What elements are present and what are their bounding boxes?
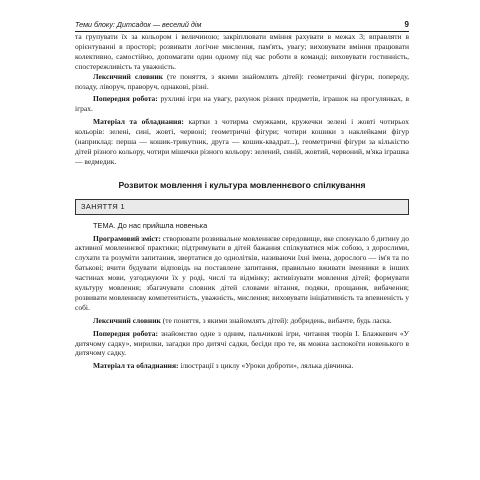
prior-work-label-2: Попередня робота: [93, 328, 158, 338]
prior-work-paragraph [75, 94, 409, 114]
lexical-vocabulary-text-2: добридень, вибачте, будь ласка. [288, 315, 392, 325]
lexical-vocabulary-note: (те поняття, з якими знайомлять дітей): [162, 71, 304, 81]
prior-work-label: Попередня робота: [93, 94, 158, 104]
lexical-vocabulary-label-2: Лексичний словник [93, 315, 161, 325]
page-number: 9 [404, 20, 409, 29]
lesson-topic: ТЕМА. До нас прийшла новенька [93, 220, 208, 230]
lexical-vocabulary-note-2: (те поняття, з якими знайомлять дітей): [160, 315, 289, 325]
prior-work-text-2: знайомство одне з одним, пальчикові ігри, читання творів І. Блажкевич «У дитячому садку», мирилки, загадки про дитячі садки, бесіди про те, як можна заспокоїти новенького в дитячому садку. [75, 328, 409, 358]
program-content-text: створювати розвивальне мовленнєве середовище, яке спонукало б дитину до активної мовленнєвої практики; підтримувати в дітей бажання спілкуватися між собою, з дорослими, слухати та розуміти запитання, звертатися до однолітків, називаючи їхні імена, дорослого — ім'я та по батькові; вчити будувати відповідь на поставлене запитання, правильно вживати іменники в інших частинах мови, узгоджуючи їх у роді, числі та відмінку; активізувати мовлення дітей; формувати культуру мовлення; збагачувати словник дітей словами вітання, подяки, прощання, вибачення; розвивати мовленнєву компетентність, уважність, мислення; виховувати ініціативність та впевненість у собі. [75, 233, 409, 312]
program-content-label: Програмовий зміст: [93, 233, 161, 243]
lexical-vocabulary-text: геометричні фігури, попереду, позаду, ліворуч, праворуч, однакові, різні. [75, 71, 409, 91]
document-page [75, 19, 409, 474]
running-header [75, 19, 409, 32]
text-body [75, 32, 409, 371]
materials-label-2: Матеріал та обладнання: [93, 361, 179, 371]
lexical-vocabulary-paragraph-2 [75, 316, 409, 326]
materials-text-2: ілюстрації з циклу «Уроки доброти», лялька дівчинка. [178, 361, 354, 371]
prior-work-text: рухливі ігри на увагу, рахунок різних предметів, іграшок на прогулянках, в іграх. [75, 94, 409, 114]
lexical-vocabulary-label: Лексичний словник [93, 71, 163, 81]
prior-work-paragraph-2 [75, 329, 409, 359]
continued-paragraph: та групувати їх за кольором і величиною; закріплювати вміння рахувати в межах 3; вправляти в орієнтуванні в просторі; розвивати логічне мислення, пам'ять, увагу; виховувати вміння працювати колективно, самостійно, допомагати один одному під час роботи в команді; виховувати гостинність, спостережливість та уважність. [75, 32, 409, 71]
materials-paragraph [75, 117, 409, 167]
running-title: Теми блоку: Дитсадок — веселий дім [75, 20, 202, 29]
materials-text: картки з чотирма смужками, кружечки зелені і жовті чотирьох кольорів: зелені, сині, жовті, червоні; геометричні фігури; чотири кошики з наклейками фігур (наприклад: перша — кошик-трикутник, друга — кошик-квадрат...), геометричні фігури за кількістю дітей різного кольору, чотири мішечки різного кольору: зелений, синій, жовтий, червоний, м'яка іграшка — ведмедик. [75, 117, 409, 166]
program-content-paragraph [75, 234, 409, 313]
lesson-label-box: ЗАНЯТТЯ 1 [75, 199, 409, 215]
section-heading: Розвиток мовлення і культура мовленнєвого спілкування [118, 179, 366, 190]
materials-paragraph-2 [75, 361, 409, 371]
materials-label: Матеріал та обладнання: [93, 117, 184, 127]
lexical-vocabulary-paragraph [75, 72, 409, 92]
